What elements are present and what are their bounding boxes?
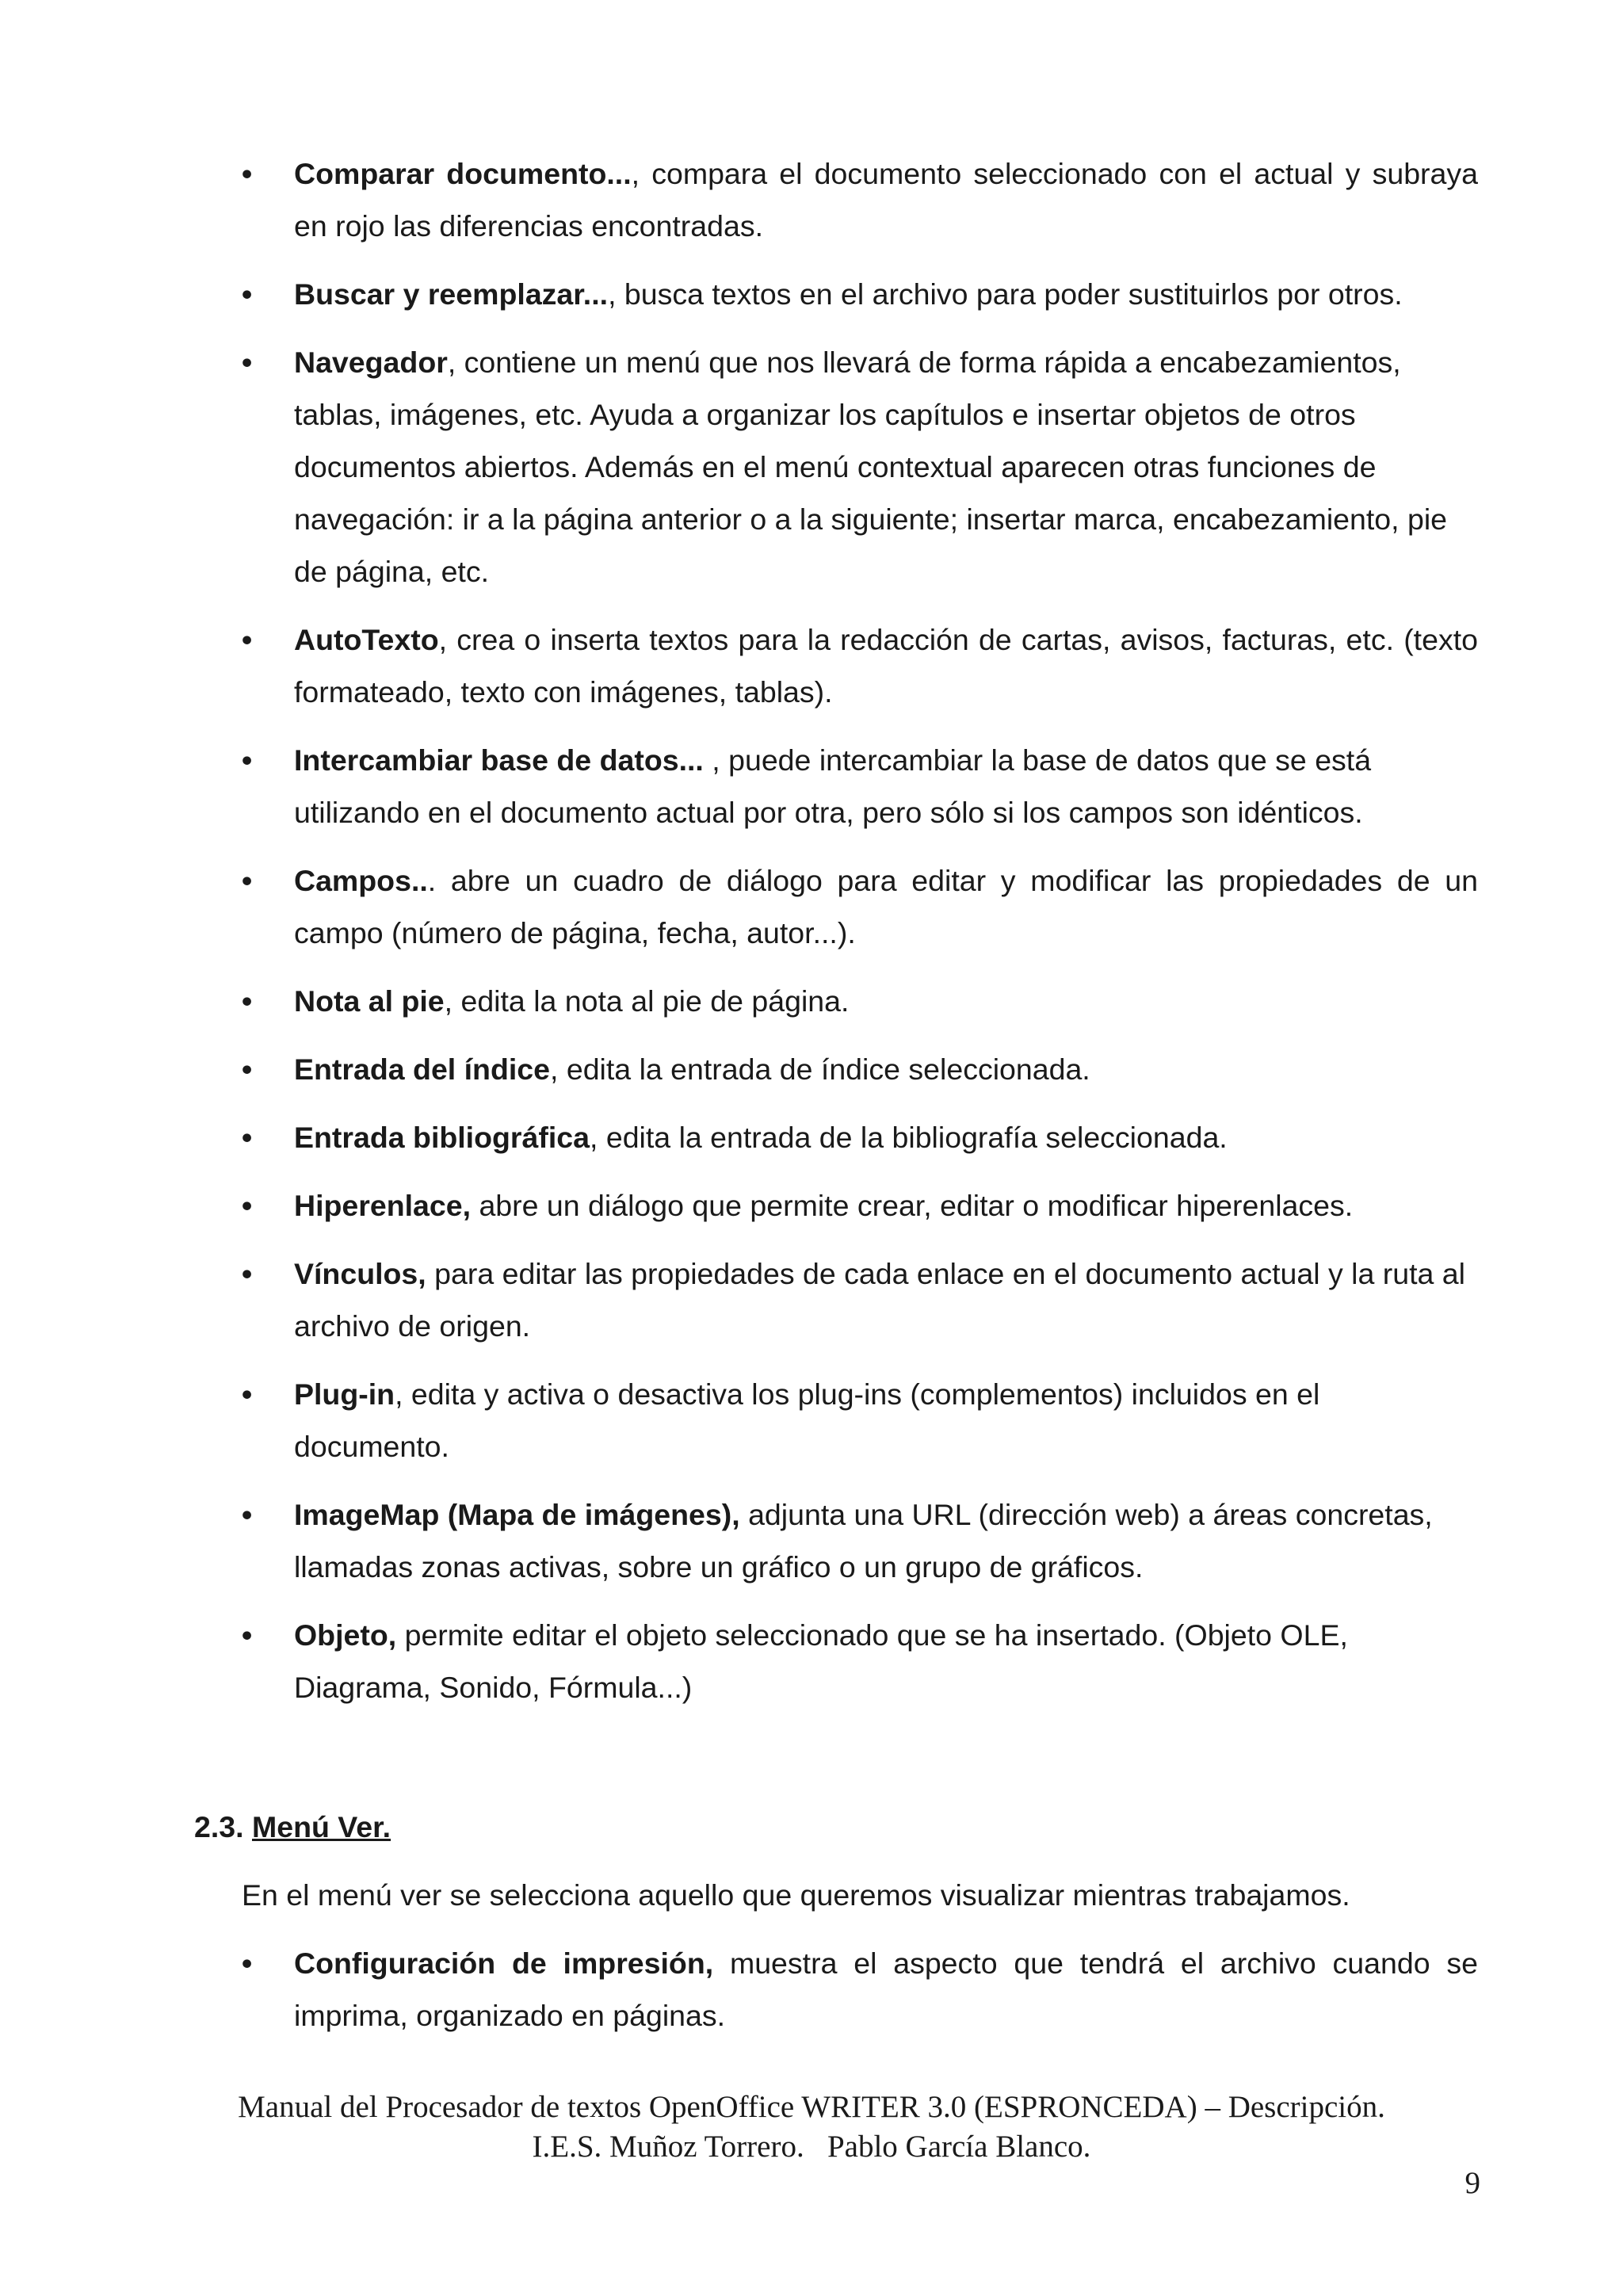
item-term: Objeto, [294,1618,397,1652]
footer-manual-title: Manual del Procesador de textos OpenOffice WRITER 3.0 (ESPRONCEDA) – Descripción. [238,2090,1385,2124]
bullet-icon: • [242,984,253,1018]
item-term: AutoTexto [294,623,439,656]
item-description: , contiene un menú que nos llevará de forma rápida a encabezamientos, tablas, imágenes, etc. Ayuda a organizar los capítulos e insertar objetos de otros documentos abiertos. Además en el menú contextual aparecen otras funciones de navegación: ir a la página anterior o a la siguiente; insertar marca, encabezamiento, pie de página, etc. [294,346,1448,588]
page-content [194,147,1478,2057]
item-description: abre un diálogo que permite crear, editar o modificar hiperenlaces. [471,1189,1354,1222]
bullet-icon: • [242,1498,253,1531]
item-term: ImageMap (Mapa de imágenes), [294,1498,740,1531]
item-description: . abre un cuadro de diálogo para editar y modificar las propiedades de un campo (número de página, fecha, autor...). [294,864,1478,949]
section-intro: En el menú ver se selecciona aquello que queremos visualizar mientras trabajamos. [242,1878,1350,1912]
list-item [242,268,1478,320]
item-term: Vínculos, [294,1257,426,1290]
list-item [242,1488,1478,1593]
item-description: , edita la entrada de índice seleccionada. [550,1052,1090,1086]
list-item [242,1043,1478,1095]
page-footer [0,2088,1623,2167]
bullet-icon: • [242,1618,253,1652]
item-term: Campos.. [294,864,428,897]
item-term: Intercambiar base de datos... [294,743,704,777]
item-description: muestra el aspecto que tendrá el archivo cuando se imprima, organizado en páginas. [294,1946,1478,2032]
list-item [242,1937,1478,2042]
item-description: , compara el documento seleccionado con el actual y subraya en rojo las diferencias encontradas. [294,157,1478,243]
item-description: , puede intercambiar la base de datos que se está utilizando en el documento actual por otra, pero sólo si los campos son idénticos. [294,743,1372,829]
item-description: permite editar el objeto seleccionado que se ha insertado. (Objeto OLE, Diagrama, Sonido, Fórmula...) [294,1618,1348,1704]
item-term: Comparar documento... [294,157,632,190]
bullet-icon: • [242,1052,253,1086]
list-item [242,336,1478,598]
item-description: , edita la entrada de la bibliografía seleccionada. [590,1121,1228,1154]
page-number: 9 [1465,2166,1480,2200]
list-item [242,1247,1478,1352]
item-description: , edita la nota al pie de página. [444,984,850,1018]
list-item [242,147,1478,252]
bullet-icon: • [242,743,253,777]
list-item [242,1111,1478,1163]
bullet-icon: • [242,1189,253,1222]
item-description: para editar las propiedades de cada enlace en el documento actual y la ruta al archivo de origen. [294,1257,1465,1343]
item-term: Configuración de impresión, [294,1946,714,1980]
item-term: Plug-in [294,1377,395,1411]
menu-items-list [242,147,1478,1713]
bullet-icon: • [242,1257,253,1290]
list-item [242,734,1478,839]
bullet-icon: • [242,346,253,379]
bullet-icon: • [242,864,253,897]
view-menu-list [242,1937,1478,2042]
item-term: Entrada del índice [294,1052,550,1086]
item-term: Nota al pie [294,984,445,1018]
bullet-icon: • [242,157,253,190]
item-description: , edita y activa o desactiva los plug-ins (complementos) incluidos en el documento. [294,1377,1320,1463]
list-item [242,1609,1478,1713]
list-item [242,1179,1478,1232]
item-term: Buscar y reemplazar... [294,277,609,311]
item-description: adjunta una URL (dirección web) a áreas concretas, llamadas zonas activas, sobre un gráfico o un grupo de gráficos. [294,1498,1433,1584]
bullet-icon: • [242,277,253,311]
bullet-icon: • [242,1377,253,1411]
list-item [242,975,1478,1027]
footer-author-line: I.E.S. Muñoz Torrero. Pablo García Blanco. [532,2130,1091,2164]
section-heading [194,1801,1478,1853]
list-item [242,613,1478,718]
bullet-icon: • [242,1121,253,1154]
bullet-icon: • [242,1946,253,1980]
section-title: Menú Ver. [251,1810,391,1843]
item-description: , crea o inserta textos para la redacción de cartas, avisos, facturas, etc. (texto formateado, texto con imágenes, tablas). [294,623,1478,709]
item-term: Hiperenlace, [294,1189,472,1222]
item-description: , busca textos en el archivo para poder sustituirlos por otros. [608,277,1403,311]
item-term: Entrada bibliográfica [294,1121,590,1154]
section-number: 2.3. [194,1810,244,1843]
item-term: Navegador [294,346,448,379]
list-item [242,1368,1478,1473]
bullet-icon: • [242,623,253,656]
list-item [242,854,1478,959]
